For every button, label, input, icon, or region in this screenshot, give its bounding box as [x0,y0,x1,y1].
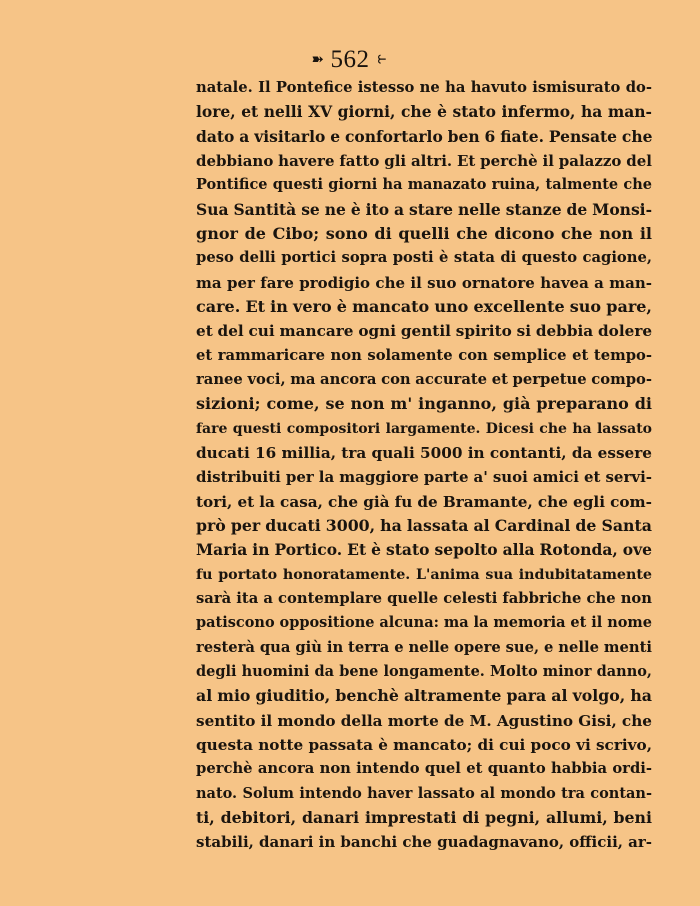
text-line: peso delli portici sopra posti è stata di questo cagione, [196,249,652,267]
text-line: debbiano havere fatto gli altri. Et perchè il palazzo del [196,151,652,170]
text-line: nato. Solum intendo haver lassato al mondo tra contan- [196,784,652,802]
text-line: ducati 16 millia, tra quali 5000 in contanti, da essere [196,443,652,462]
text-line: stabili, danari in banchi che guadagnavano, officii, ar- [196,833,652,852]
text-line: et rammaricare non solamente con semplice et tempo- [196,346,652,364]
text-line: lore, et nelli XV giorni, che è stato infermo, ha man- [196,102,652,122]
text-line: resterà qua giù in terra e nelle opere sue, e nelle menti [196,638,652,656]
text-line: questa notte passata è mancato; di cui poco vi scrivo, [196,735,652,754]
text-line: prò per ducati 3000, ha lassata al Cardinal de Santa [196,515,652,535]
text-line: fu portato honoratamente. L'anima sua indubitatamente [196,566,652,583]
text-line: Maria in Portico. Et è stato sepolto alla Rotonda, ove [196,540,652,560]
text-line: care. Et in vero è mancato uno excellente suo pare, [196,296,652,316]
text-line: gnor de Cibo; sono di quelli che dicono che non il [196,223,652,243]
text-line: sarà ita a contemplare quelle celesti fabbriche che non [196,589,652,607]
text-line: Sua Santità se ne è ito a stare nelle stanze de Monsi- [196,199,652,219]
text-line: distribuiti per la maggiore parte a' suoi amici et servi- [196,468,652,487]
text-line: dato a visitarlo e confortarlo ben 6 fiate. Pensate che [196,126,652,146]
text-line: sentito il mondo della morte de M. Agustino Gisi, che [196,711,652,730]
text-line: ranee voci, ma ancora con accurate et perpetue compo- [196,370,652,388]
page-number: 562 [330,46,370,73]
text-line: tori, et la casa, che già fu de Bramante, che egli com- [196,492,652,511]
right-ornament-icon: ⥼ [375,50,389,68]
text-line: Pontifice questi giorni ha manazato ruina, talmente che [196,176,652,194]
text-line: degli huomini da bene longamente. Molto minor danno, [196,662,652,680]
text-line: et del cui mancare ogni gentil spirito si debbia dolere [196,322,652,341]
text-line: ma per fare prodigio che il suo ornatore havea a man- [196,273,652,292]
page-header [0,44,700,75]
text-line: al mio giuditio, benchè altramente para al volgo, ha [196,686,652,706]
text-line: sizioni; come, se non m' inganno, già preparano di [196,394,652,414]
body-text [196,76,652,855]
text-line: fare questi compositori largamente. Dicesi che ha lassato [196,420,652,437]
text-line: patiscono oppositione alcuna: ma la memoria et il nome [196,614,652,632]
text-line: ti, debitori, danari imprestati di pegni, allumi, beni [196,807,652,827]
text-line: natale. Il Pontefice istesso ne ha havuto ismisurato do- [196,79,652,96]
text-line: perchè ancora non intendo quel et quanto habbia ordi- [196,760,652,778]
left-ornament-icon: ➽ [311,50,325,68]
